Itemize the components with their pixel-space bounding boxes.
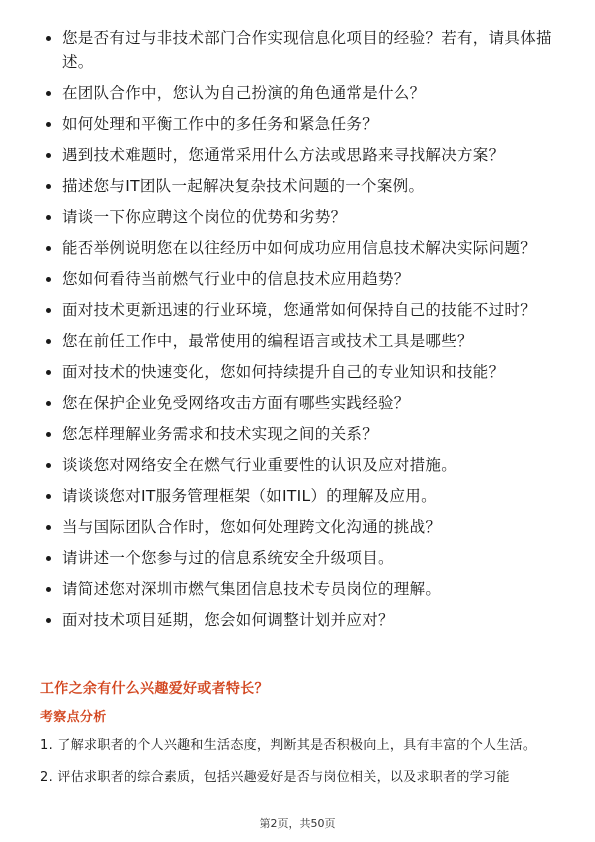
analysis-heading: 考察点分析 bbox=[40, 710, 107, 725]
list-item bbox=[0, 360, 595, 384]
bullet-icon bbox=[46, 36, 51, 41]
list-item bbox=[0, 26, 595, 74]
question-list bbox=[0, 26, 595, 639]
bullet-icon bbox=[46, 494, 51, 499]
question-text: 遇到技术难题时，您通常采用什么方法或思路来寻找解决方案？ bbox=[62, 146, 505, 164]
question-text: 谈谈您对网络安全在燃气行业重要性的认识及应对措施。 bbox=[62, 456, 458, 474]
bullet-icon bbox=[46, 122, 51, 127]
bullet-icon bbox=[46, 587, 51, 592]
list-item bbox=[0, 174, 595, 198]
list-item bbox=[0, 298, 595, 322]
analysis-body bbox=[40, 733, 560, 797]
bullet-icon bbox=[46, 246, 51, 251]
list-item bbox=[0, 205, 595, 229]
bullet-icon bbox=[46, 432, 51, 437]
list-item bbox=[0, 484, 595, 508]
question-text: 在团队合作中，您认为自己扮演的角色通常是什么？ bbox=[62, 84, 426, 102]
bullet-icon bbox=[46, 184, 51, 189]
bullet-icon bbox=[46, 556, 51, 561]
list-item bbox=[0, 608, 595, 632]
bullet-icon bbox=[46, 215, 51, 220]
section-heading: 工作之余有什么兴趣爱好或者特长？ bbox=[40, 681, 269, 697]
question-text: 您在保护企业免受网络攻击方面有哪些实践经验？ bbox=[62, 394, 410, 412]
question-text: 描述您与IT团队一起解决复杂技术问题的一个案例。 bbox=[62, 177, 425, 195]
question-text: 请谈一下你应聘这个岗位的优势和劣势？ bbox=[62, 208, 347, 226]
question-text: 面对技术项目延期，您会如何调整计划并应对？ bbox=[62, 611, 394, 629]
list-item bbox=[0, 329, 595, 353]
analysis-paragraph: 1. 了解求职者的个人兴趣和生活态度，判断其是否积极向上，具有丰富的个人生活。 bbox=[40, 738, 537, 753]
question-text: 当与国际团队合作时，您如何处理跨文化沟通的挑战？ bbox=[62, 518, 442, 536]
question-text: 请简述您对深圳市燃气集团信息技术专员岗位的理解。 bbox=[62, 580, 442, 598]
page-number: 第2页，共50页 bbox=[259, 817, 336, 830]
bullet-icon bbox=[46, 370, 51, 375]
list-item bbox=[0, 577, 595, 601]
list-item bbox=[0, 422, 595, 446]
bullet-icon bbox=[46, 339, 51, 344]
question-text: 您怎样理解业务需求和技术实现之间的关系？ bbox=[62, 425, 379, 443]
list-item bbox=[0, 236, 595, 260]
bullet-icon bbox=[46, 277, 51, 282]
question-text: 您如何看待当前燃气行业中的信息技术应用趋势？ bbox=[62, 270, 410, 288]
question-text: 请谈谈您对IT服务管理框架（如ITIL）的理解及应用。 bbox=[62, 487, 437, 505]
question-text: 您是否有过与非技术部门合作实现信息化项目的经验？若有，请具体描述。 bbox=[62, 29, 552, 71]
question-text: 面对技术更新迅速的行业环境，您通常如何保持自己的技能不过时？ bbox=[62, 301, 537, 319]
list-item bbox=[0, 112, 595, 136]
question-text: 能否举例说明您在以往经历中如何成功应用信息技术解决实际问题？ bbox=[62, 239, 537, 257]
list-item bbox=[0, 546, 595, 570]
list-item bbox=[0, 391, 595, 415]
list-item bbox=[0, 81, 595, 105]
analysis-paragraph: 2. 评估求职者的综合素质，包括兴趣爱好是否与岗位相关，以及求职者的学习能 bbox=[40, 770, 510, 785]
question-text: 请讲述一个您参与过的信息系统安全升级项目。 bbox=[62, 549, 394, 567]
bullet-icon bbox=[46, 91, 51, 96]
bullet-icon bbox=[46, 463, 51, 468]
list-item bbox=[0, 267, 595, 291]
bullet-icon bbox=[46, 308, 51, 313]
bullet-icon bbox=[46, 525, 51, 530]
question-text: 您在前任工作中，最常使用的编程语言或技术工具是哪些？ bbox=[62, 332, 473, 350]
bullet-icon bbox=[46, 153, 51, 158]
bullet-icon bbox=[46, 618, 51, 623]
list-item bbox=[0, 143, 595, 167]
bullet-icon bbox=[46, 401, 51, 406]
question-text: 如何处理和平衡工作中的多任务和紧急任务？ bbox=[62, 115, 379, 133]
question-text: 面对技术的快速变化，您如何持续提升自己的专业知识和技能？ bbox=[62, 363, 505, 381]
list-item bbox=[0, 515, 595, 539]
list-item bbox=[0, 453, 595, 477]
